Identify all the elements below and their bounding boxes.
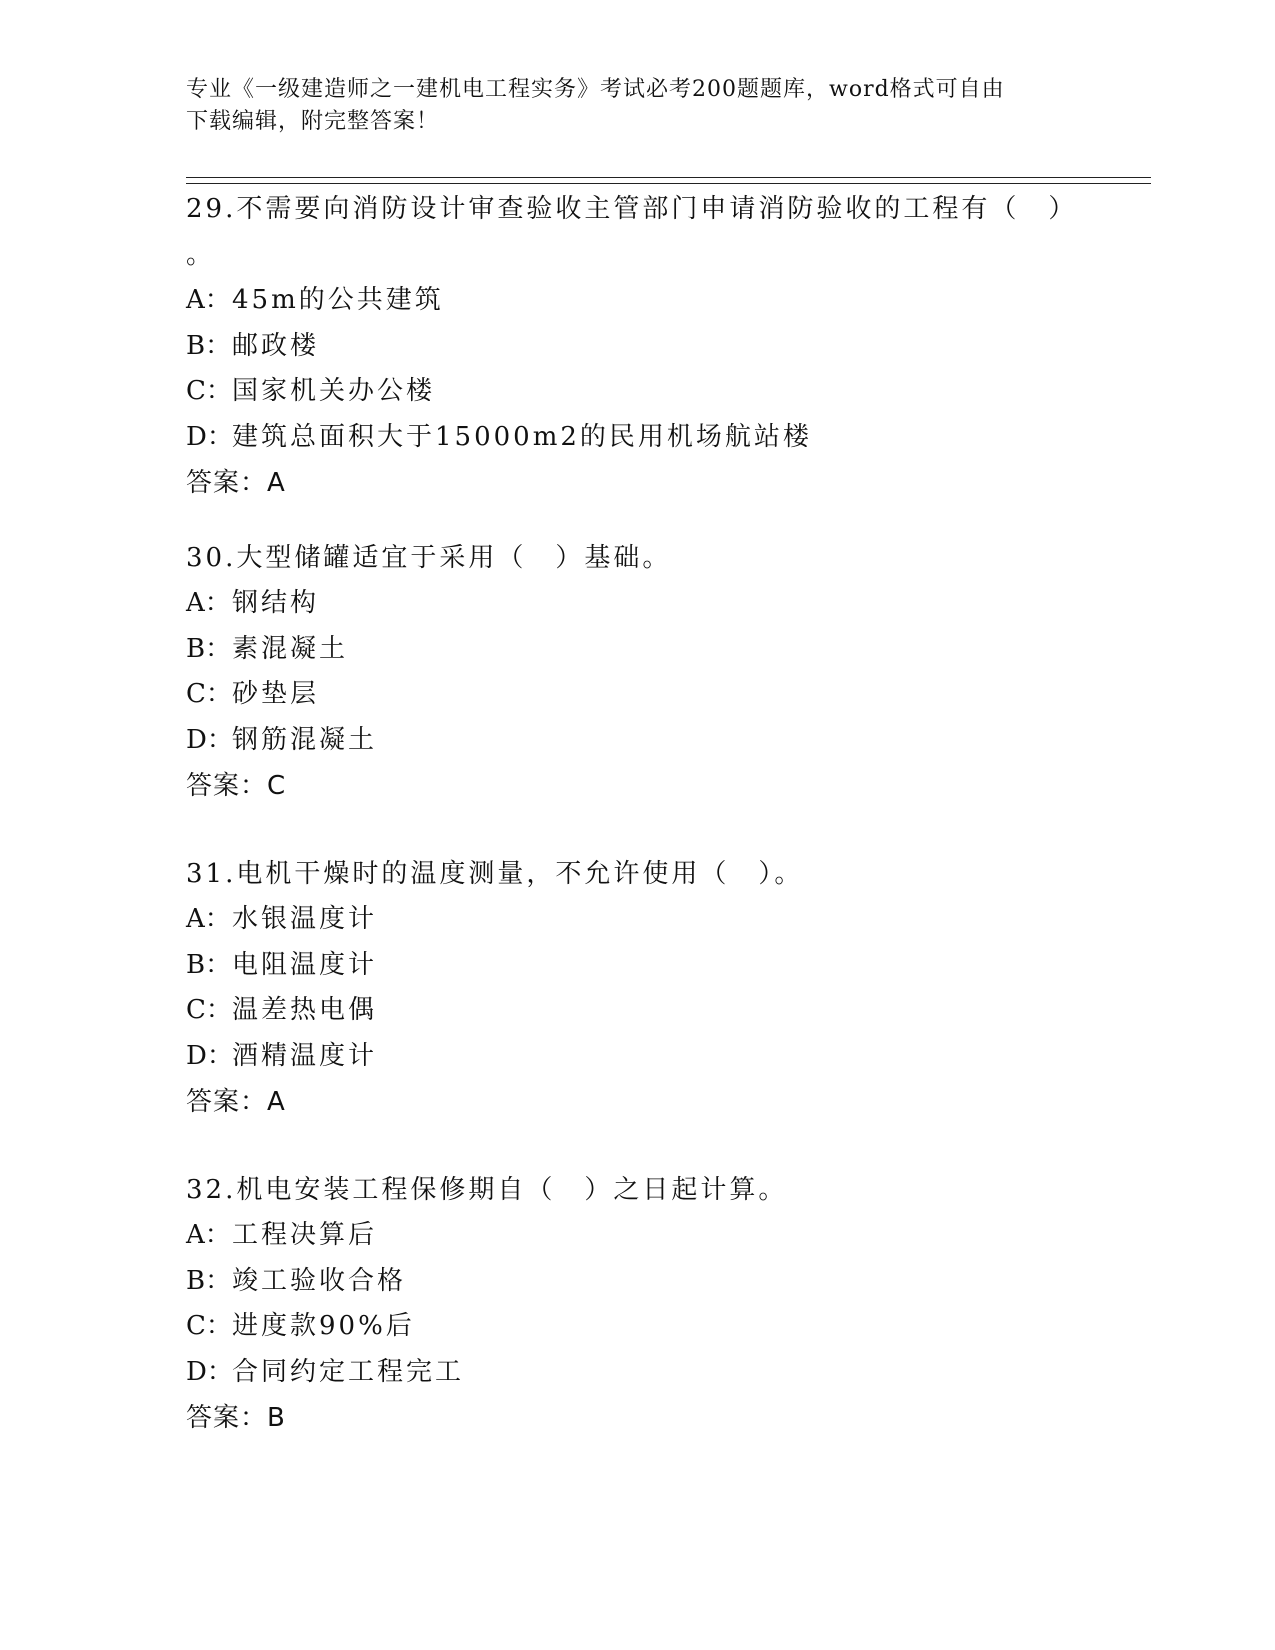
option-label: B： — [186, 949, 232, 980]
option-label: C： — [186, 679, 232, 709]
answer: 答案：A — [186, 468, 286, 498]
option-label: B： — [186, 330, 232, 361]
question-29 — [186, 186, 1078, 506]
option-text: 进度款90%后 — [232, 1311, 415, 1341]
header-line-1: 专业《一级建造师之一建机电工程实务》考试必考200题题库，word格式可自由 — [186, 77, 1005, 102]
option-a — [186, 897, 1066, 943]
header-line-2: 下载编辑，附完整答案！ — [186, 109, 440, 134]
option-text: 邮政楼 — [232, 330, 320, 361]
option-b — [186, 943, 1066, 989]
option-label: A： — [186, 588, 231, 618]
option-b — [186, 1259, 1066, 1305]
question-stem-continuation: 。 — [186, 240, 216, 270]
option-text: 温差热电偶 — [232, 995, 378, 1025]
option-label: A： — [186, 1220, 231, 1250]
question-stem: 31.电机干燥时的温度测量，不允许使用（ ）。 — [186, 859, 804, 889]
option-text: 工程决算后 — [232, 1220, 378, 1250]
question-stem: 32.机电安装工程保修期自（ ）之日起计算。 — [186, 1175, 788, 1205]
option-c — [186, 1304, 1066, 1350]
option-d — [186, 415, 1066, 461]
option-a — [186, 1213, 1066, 1259]
option-text: 砂垫层 — [232, 679, 320, 709]
option-d — [186, 718, 1066, 764]
header-divider-top — [186, 177, 1151, 178]
option-text: 45m的公共建筑 — [232, 285, 444, 315]
option-text: 电阻温度计 — [232, 949, 378, 980]
option-c — [186, 369, 1066, 415]
answer: 答案：B — [186, 1403, 286, 1433]
option-label: D： — [186, 421, 233, 452]
option-text: 钢筋混凝土 — [232, 724, 378, 755]
question-30 — [186, 535, 1066, 809]
option-label: A： — [186, 904, 231, 934]
answer: 答案：A — [186, 1087, 286, 1117]
option-text: 酒精温度计 — [232, 1040, 378, 1071]
option-text: 钢结构 — [232, 588, 320, 618]
option-a — [186, 278, 1066, 324]
option-text: 合同约定工程完工 — [232, 1356, 465, 1387]
option-label: C： — [186, 376, 232, 406]
question-stem: 30.大型储罐适宜于采用（ ）基础。 — [186, 543, 672, 573]
option-label: D： — [186, 1040, 233, 1071]
option-label: D： — [186, 1356, 233, 1387]
option-b — [186, 324, 1066, 370]
option-d — [186, 1034, 1066, 1080]
question-32 — [186, 1167, 1066, 1441]
document-header — [186, 74, 1086, 138]
option-label: D： — [186, 724, 233, 755]
option-c — [186, 672, 1066, 718]
option-text: 国家机关办公楼 — [232, 376, 436, 406]
answer: 答案：C — [186, 771, 287, 801]
option-label: B： — [186, 633, 232, 664]
option-text: 水银温度计 — [232, 904, 378, 934]
option-d — [186, 1350, 1066, 1396]
option-b — [186, 627, 1066, 673]
header-divider-bottom — [186, 183, 1151, 184]
option-a — [186, 581, 1066, 627]
option-text: 建筑总面积大于15000m2的民用机场航站楼 — [232, 421, 812, 452]
option-label: C： — [186, 1311, 232, 1341]
question-31 — [186, 851, 1066, 1125]
option-label: B： — [186, 1265, 232, 1296]
option-label: C： — [186, 995, 232, 1025]
option-label: A： — [186, 285, 231, 315]
option-text: 竣工验收合格 — [232, 1265, 407, 1296]
option-c — [186, 988, 1066, 1034]
option-text: 素混凝土 — [232, 633, 349, 664]
question-stem: 29.不需要向消防设计审查验收主管部门申请消防验收的工程有（ ） — [186, 194, 1078, 224]
